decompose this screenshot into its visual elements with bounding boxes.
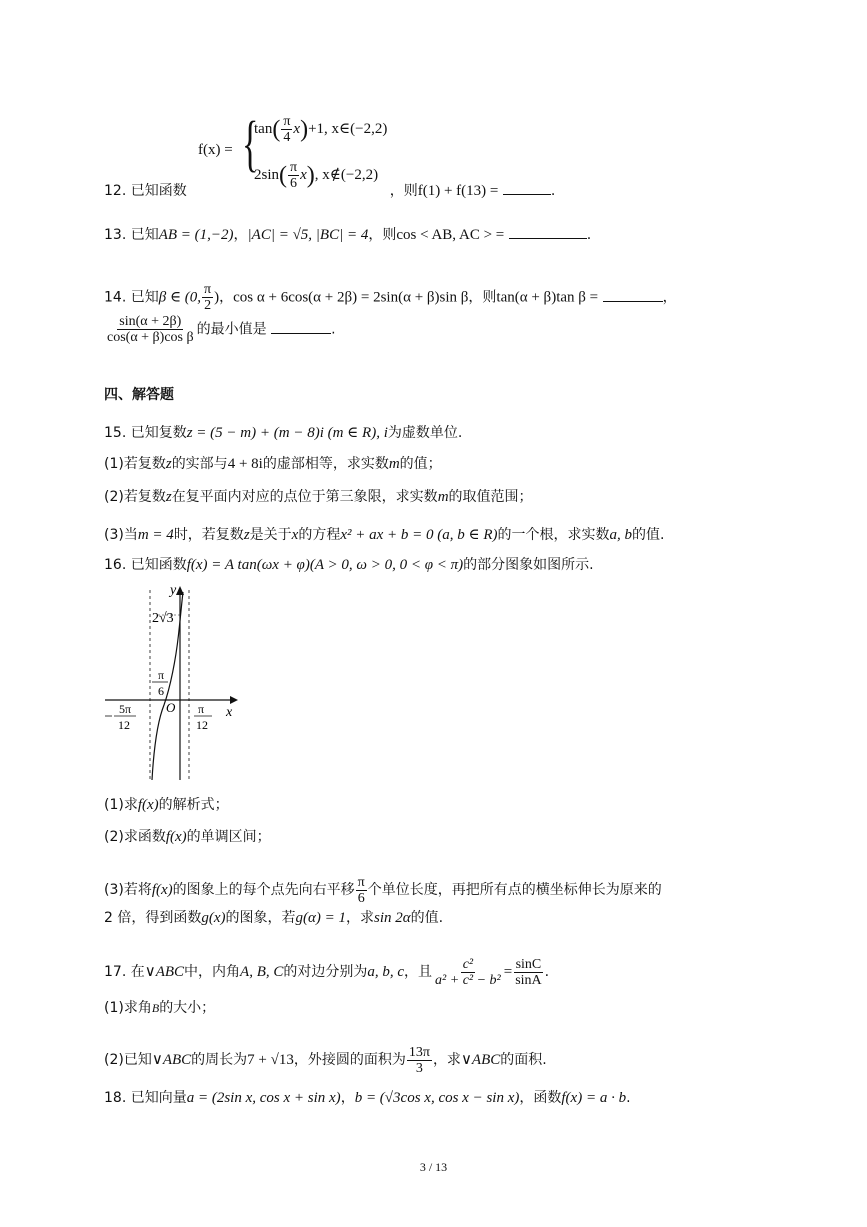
q18-stem: 18. 已知向量a = (2sin x, cos x + sin x)，b = (√3cos x, cos x − sin x)，函数f(x) = a · b. — [104, 1090, 631, 1106]
q16-part3: (3)若将f(x)的图象上的每个点先向右平移 $\frac{\pi}{6}$ 个单位长度，再把所有点的横坐标伸长为原来的 — [104, 874, 662, 906]
section-heading: 四、解答题 — [104, 387, 174, 403]
q16-stem: 16. 已知函数f(x) = A tan(ωx + φ)(A > 0, ω > 0, 0 < φ < π)的部分图象如图所示. — [104, 557, 594, 573]
q16-graph — [100, 580, 250, 790]
q16-part1: (1)求f(x)的解析式； — [104, 797, 229, 813]
q14-line2: $\frac{\sin(\alpha + 2\beta)}{\text{cos(α + β)cos β}}$ 的最小值是 . — [107, 314, 336, 345]
label-pi6-num: π — [158, 668, 165, 682]
label-pi12-den: 12 — [196, 718, 208, 732]
q16-part3b: 2 倍，得到函数g(x)的图象，若g(α) = 1，求sin 2α的值. — [104, 910, 444, 926]
q12-fx: f(x) = — [198, 142, 233, 158]
x-label: x — [226, 705, 233, 720]
q14-line: 14. 已知β ∈ (0, $\frac{\pi}{2}$ )，cos α + 6cos(α + 2β) = 2sin(α + β)sin β，则tan(α + β)tan β = ， — [104, 282, 677, 313]
q12-case2: 2sin( $\frac{\pi}{6}$ x), x∉(−2,2) — [254, 160, 379, 191]
q12-line: 12. 已知函数 ，则f(1) + f(13) = . — [104, 180, 555, 201]
q15-part2: (2)若复数z在复平面内对应的点位于第三象限，求实数m的取值范围； — [104, 489, 533, 505]
page-number: 3 / 13 — [419, 1160, 448, 1174]
q15-part3: (3)当m = 4时，若复数z是关于x的方程x² + ax + b = 0 (a, b ∈ R)的一个根，求实数a, b的值. — [104, 527, 665, 543]
origin-label: O — [166, 700, 176, 715]
q15-part1: (1)若复数z的实部与4 + 8i的虚部相等，求实数m的值； — [104, 456, 442, 472]
q12-brace: { — [242, 110, 259, 178]
q12-case1: tan( $\frac{\pi}{4}$ x)+1, x∈(−2,2) — [254, 114, 388, 145]
q15-stem: 15. 已知复数z = (5 − m) + (m − 8)i (m ∈ R), i为虚数单位. — [104, 425, 463, 441]
label-5pi-den: 12 — [118, 718, 130, 732]
label-5pi-num: 5π — [119, 702, 132, 716]
label-2sqrt3: 2√3 — [152, 611, 174, 626]
q13-line: 13. 已知AB = (1,−2)，|AC| = √5, |BC| = 4，则cos < AB, AC > = . — [104, 224, 591, 245]
q17-part2: (2)已知∨ABC的周长为7 + √13，外接圆的面积为 $\frac{13\pi}{3}$ ，求∨ABC的面积. — [104, 1044, 547, 1076]
q17-part1: (1)求角B的大小； — [104, 1000, 216, 1016]
q17-stem: 17. 在∨ABC中，内角A, B, C的对边分别为a, b, c，且 $\frac{\text{c²}}{\text{a² + c² − b²}}$ = $\frac{\sin C}{\sin A}$ . — [104, 956, 550, 988]
label-pi6-den: 6 — [158, 684, 164, 698]
x-axis-arrow — [230, 696, 238, 704]
y-label: y — [170, 583, 177, 598]
label-pi12-num: π — [198, 702, 205, 716]
q16-part2: (2)求函数f(x)的单调区间； — [104, 829, 271, 845]
